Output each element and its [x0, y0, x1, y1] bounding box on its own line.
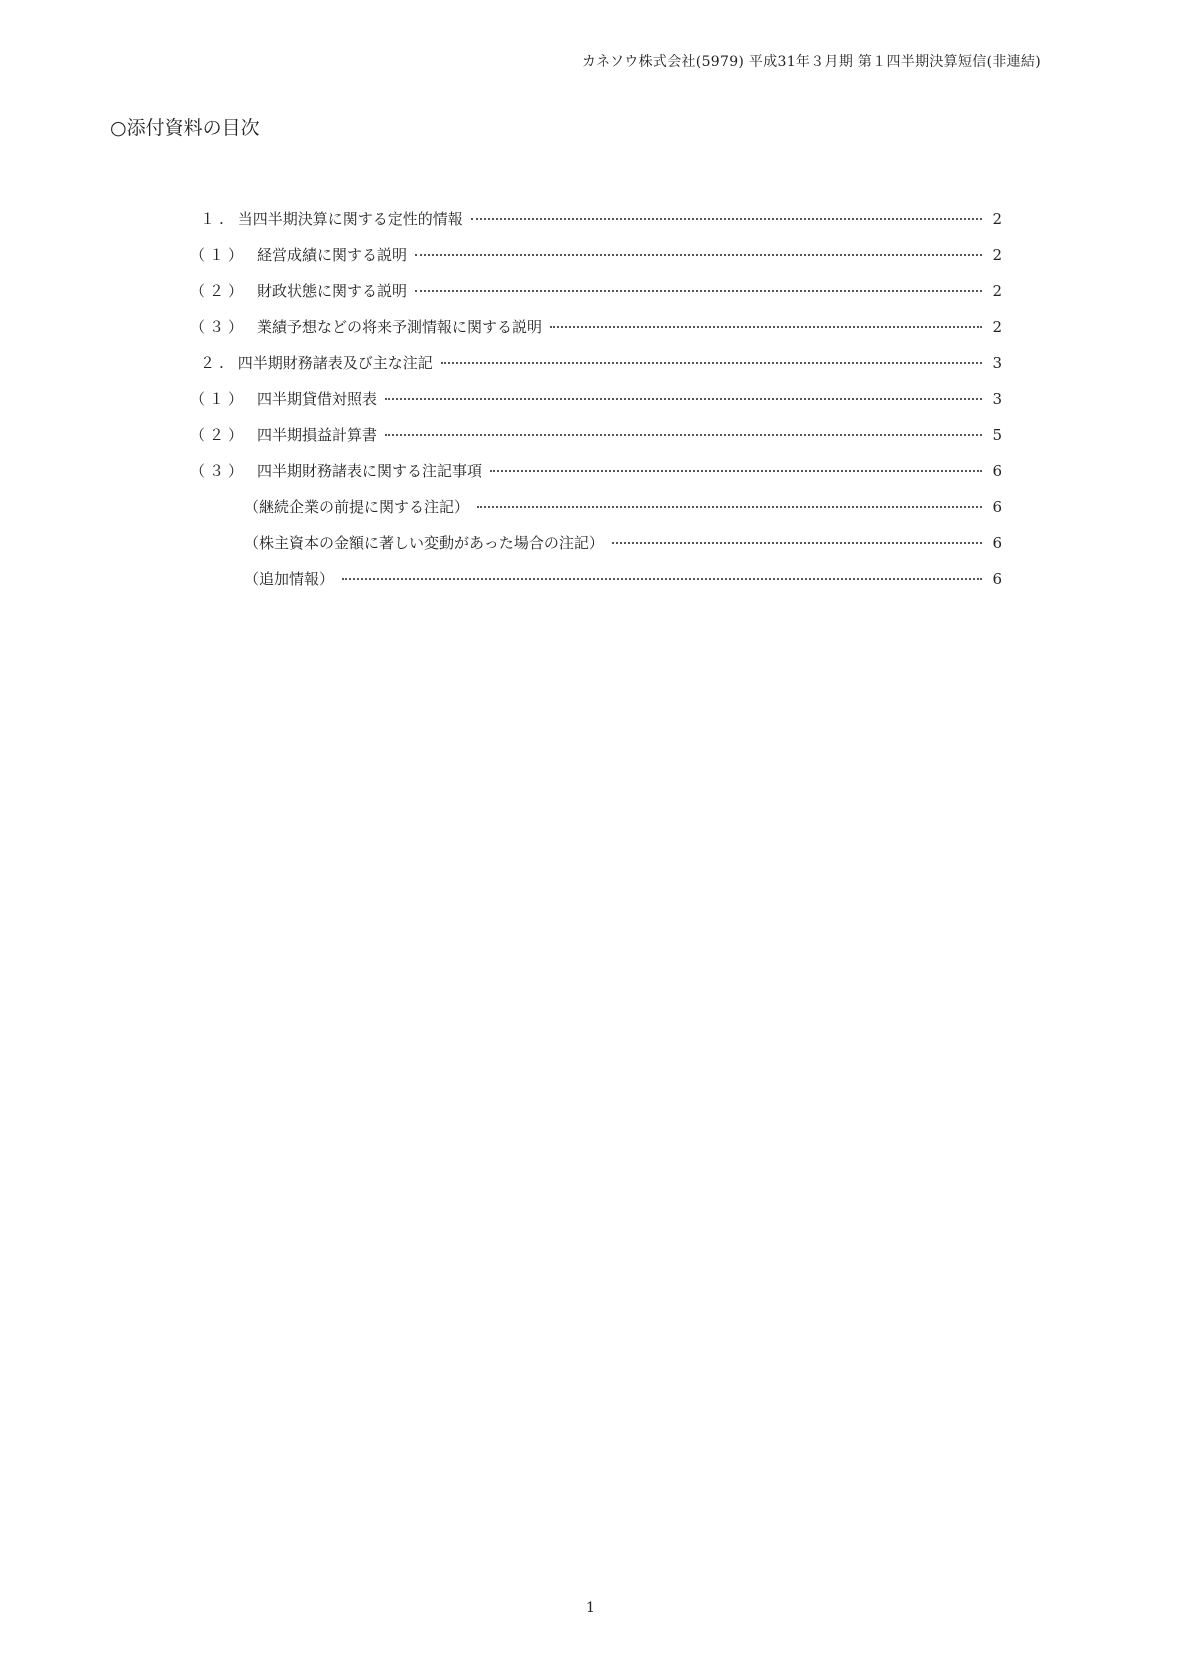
toc-item-page: 2 — [992, 246, 1002, 264]
toc-item-label: 四半期財務諸表及び主な注記 — [237, 354, 433, 372]
toc-item-page: 2 — [992, 282, 1002, 300]
toc-item-page: 2 — [992, 318, 1002, 336]
toc-item-page: 3 — [992, 390, 1002, 408]
table-of-contents — [190, 208, 1002, 604]
toc-item-2-3-c — [190, 568, 1002, 604]
toc-item-number: （２） — [190, 426, 248, 444]
dot-leader — [477, 506, 982, 508]
toc-item-label: 当四半期決算に関する定性的情報 — [237, 210, 463, 228]
dot-leader — [385, 398, 982, 400]
dot-leader — [415, 290, 982, 292]
dot-leader — [471, 218, 982, 220]
toc-item-1-1 — [190, 244, 1002, 280]
toc-item-2-1 — [190, 388, 1002, 424]
toc-item-number: （３） — [190, 462, 248, 480]
dot-leader — [342, 578, 982, 580]
page-number: 1 — [586, 1600, 595, 1616]
toc-item-1 — [190, 208, 1002, 244]
dot-leader — [415, 254, 982, 256]
toc-item-2-3-a — [190, 496, 1002, 532]
toc-item-2-2 — [190, 424, 1002, 460]
toc-item-2-3-b — [190, 532, 1002, 568]
toc-item-label: （株主資本の金額に著しい変動があった場合の注記） — [244, 534, 604, 552]
toc-item-page: 2 — [992, 210, 1002, 228]
toc-item-number: １. — [200, 210, 228, 228]
toc-item-number: ２. — [200, 354, 228, 372]
document-header: カネソウ株式会社(5979) 平成31年３月期 第１四半期決算短信(非連結) — [581, 54, 1041, 70]
toc-item-label: （継続企業の前提に関する注記） — [244, 498, 470, 516]
toc-item-label: 業績予想などの将来予測情報に関する説明 — [257, 318, 543, 336]
toc-item-label: 四半期貸借対照表 — [257, 390, 378, 408]
toc-item-page: 3 — [992, 354, 1002, 372]
toc-item-page: 5 — [992, 426, 1002, 444]
dot-leader — [385, 434, 982, 436]
toc-item-number: （１） — [190, 246, 248, 264]
toc-item-2-3 — [190, 460, 1002, 496]
dot-leader — [612, 542, 982, 544]
dot-leader — [490, 470, 982, 472]
toc-item-number: （３） — [190, 318, 248, 336]
toc-item-label: 四半期財務諸表に関する注記事項 — [257, 462, 483, 480]
dot-leader — [550, 326, 982, 328]
section-title: ○添付資料の目次 — [110, 117, 260, 139]
toc-item-label: 経営成績に関する説明 — [257, 246, 408, 264]
toc-item-2 — [190, 352, 1002, 388]
toc-item-label: 四半期損益計算書 — [257, 426, 378, 444]
toc-item-page: 6 — [992, 534, 1002, 552]
toc-item-page: 6 — [992, 498, 1002, 516]
toc-item-page: 6 — [992, 570, 1002, 588]
toc-item-page: 6 — [992, 462, 1002, 480]
dot-leader — [441, 362, 982, 364]
toc-item-label: 財政状態に関する説明 — [257, 282, 408, 300]
toc-item-1-2 — [190, 280, 1002, 316]
toc-item-number: （２） — [190, 282, 248, 300]
toc-item-1-3 — [190, 316, 1002, 352]
toc-item-label: （追加情報） — [244, 570, 335, 588]
toc-item-number: （１） — [190, 390, 248, 408]
